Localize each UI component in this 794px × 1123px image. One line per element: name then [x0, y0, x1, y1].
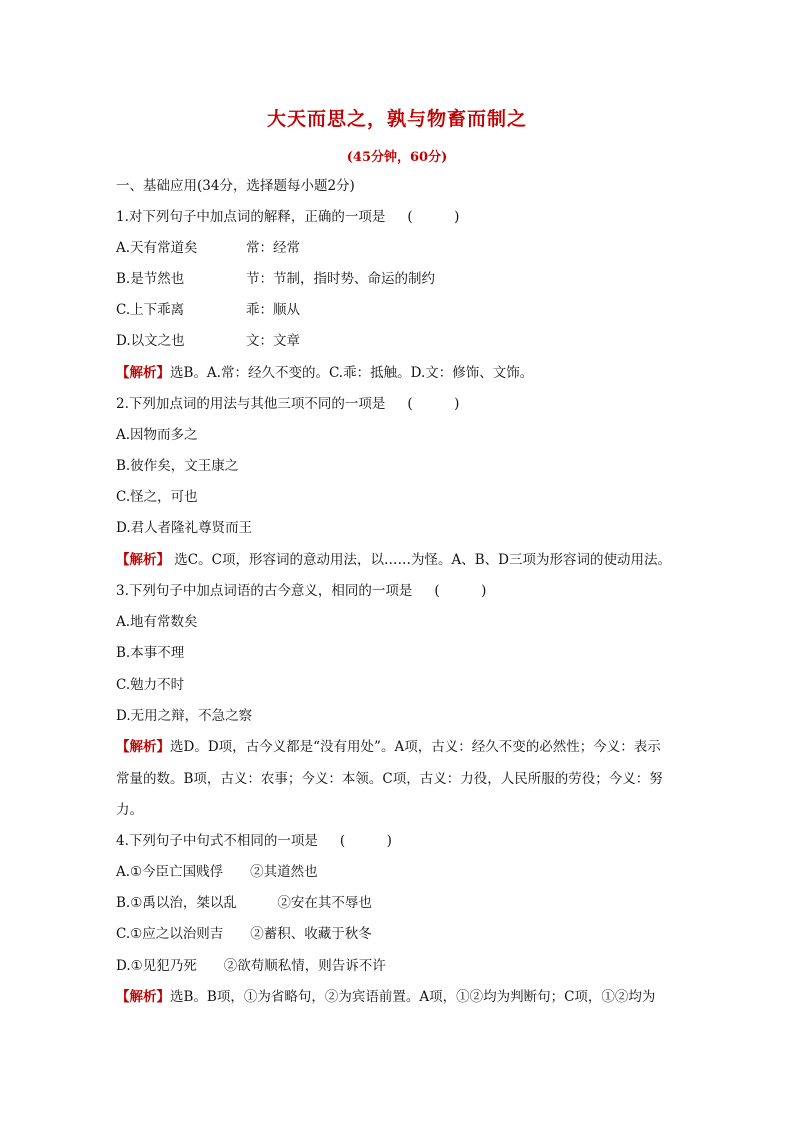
question-2-option-d: D.君人者隆礼尊贤而王 [116, 520, 253, 536]
option-text: C.上下乖离 [116, 302, 185, 318]
option-text: A.天有常道矣 [116, 240, 198, 256]
question-stem-text: 1.对下列句子中加点词的解释，正确的一项是 [116, 209, 386, 225]
question-4-stem [116, 832, 406, 850]
question-4-option-c: C.①应之以治则吉 ②蓄积、收藏于秋冬 [116, 926, 372, 942]
question-stem-text: 3.下列句子中加点词语的古今意义，相同的一项是 [116, 583, 413, 599]
question-4-analysis [116, 988, 655, 1006]
option-text: D.以文之也 [116, 333, 185, 349]
analysis-text: 选D。D项，古今义都是“没有用处”。A项，古义：经久不变的必然性；今义：表示 [170, 739, 661, 755]
question-3-analysis-line-3: 力。 [116, 802, 143, 818]
question-1-option-c [116, 301, 300, 319]
question-3-stem [116, 582, 500, 600]
option-explanation: 文：文章 [246, 333, 300, 349]
question-2-option-b: B.彼作矣，文王康之 [116, 458, 239, 474]
analysis-tag: 【解析】 [116, 365, 170, 381]
question-3-option-d: D.无用之辩，不急之察 [116, 708, 253, 724]
analysis-text: 选B。B项，①为省略句，②为宾语前置。A项，①②均为判断句；C项，①②均为 [170, 989, 656, 1005]
question-3-analysis-line-2: 常量的数。B项，古义：农事；今义：本领。C项，古义：力役，人民所服的劳役；今义：努 [116, 771, 663, 787]
question-1-option-d [116, 332, 300, 350]
analysis-tag: 【解析】 [116, 989, 170, 1005]
section-heading: 一、基础应用(34分，选择题每小题2分) [116, 178, 355, 194]
question-3-option-b: B.本事不理 [116, 645, 185, 661]
question-3-option-a: A.地有常数矣 [116, 614, 198, 630]
option-explanation: 乖：顺从 [246, 302, 300, 318]
option-explanation: 常：经常 [246, 240, 300, 256]
question-1-stem [116, 208, 473, 226]
question-4-option-a: A.①今臣亡国贱俘 ②其道然也 [116, 864, 318, 880]
analysis-tag: 【解析】 [116, 552, 170, 568]
question-3-analysis-line-1 [116, 738, 661, 756]
question-2-stem [116, 395, 473, 413]
answer-blank: ( ) [339, 833, 406, 849]
answer-blank: ( ) [434, 583, 501, 599]
page-title: 大天而思之，孰与物畜而制之 [266, 108, 527, 130]
question-1-analysis [116, 364, 533, 382]
question-2-option-c: C.怪之，可也 [116, 489, 198, 505]
answer-blank: ( ) [407, 209, 474, 225]
question-2-analysis [116, 551, 671, 569]
answer-blank: ( ) [407, 396, 474, 412]
question-stem-text: 4.下列句子中句式不相同的一项是 [116, 833, 318, 849]
question-2-option-a: A.因物而多之 [116, 427, 198, 443]
analysis-tag: 【解析】 [116, 739, 170, 755]
option-text: B.是节然也 [116, 271, 185, 287]
option-explanation: 节：节制，指时势、命运的制约 [246, 271, 435, 287]
question-stem-text: 2.下列加点词的用法与其他三项不同的一项是 [116, 396, 386, 412]
question-4-option-d: D.①见犯乃死 ②欲苟顺私情，则告诉不许 [116, 958, 386, 974]
question-4-option-b: B.①禹以治，桀以乱 ②安在其不辱也 [116, 895, 372, 911]
question-1-option-a [116, 239, 300, 257]
analysis-text: 选C。C项，形容词的意动用法，以……为怪。A、B、D三项为形容词的使动用法。 [170, 552, 671, 568]
analysis-text: 选B。A.常：经久不变的。C.乖：抵触。D.文：修饰、文饰。 [170, 365, 534, 381]
page-subtitle: (45分钟，60分) [346, 150, 448, 165]
question-3-option-c: C.勉力不时 [116, 677, 185, 693]
question-1-option-b [116, 270, 435, 288]
